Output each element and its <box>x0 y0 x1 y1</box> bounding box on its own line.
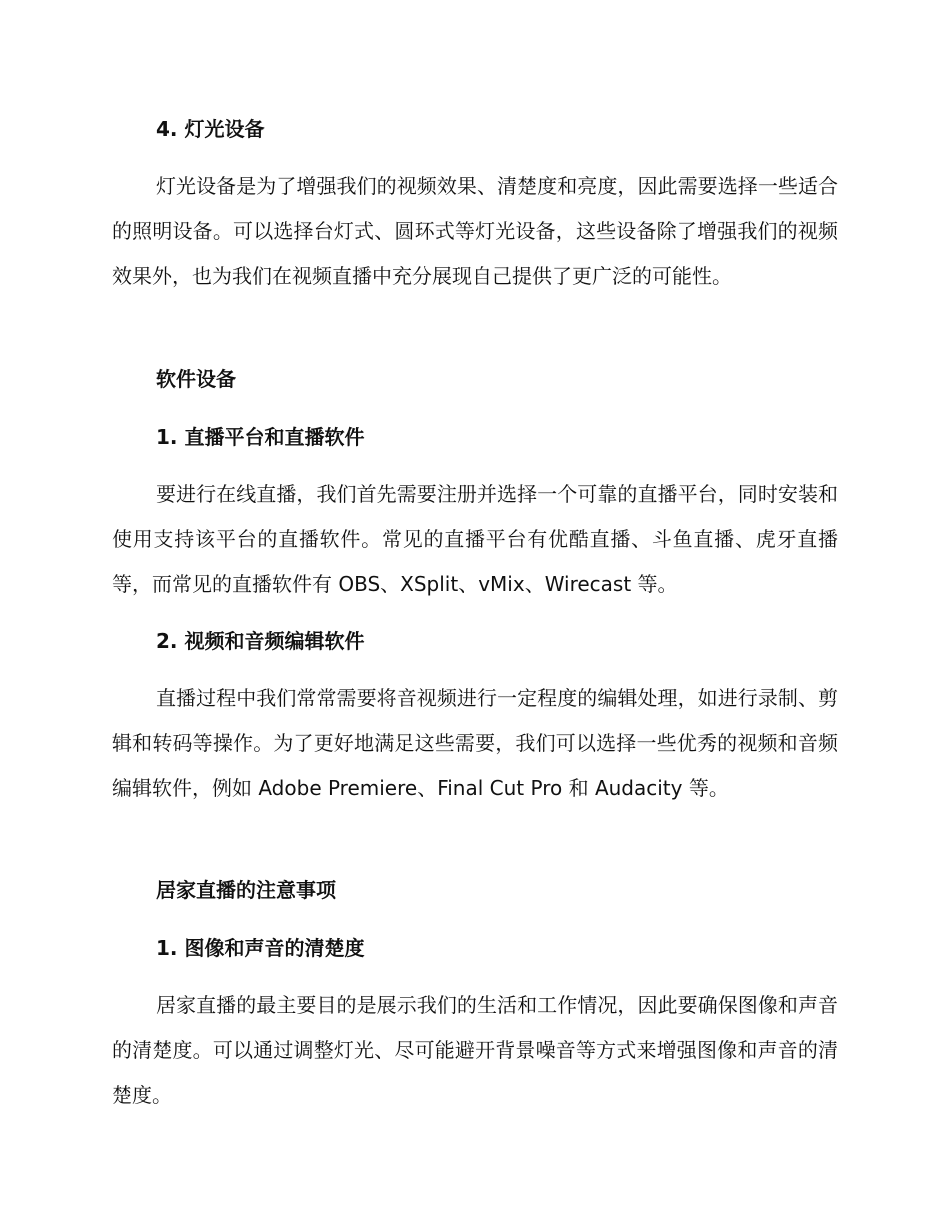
paragraph-streaming-platform-software: 要进行在线直播，我们首先需要注册并选择一个可靠的直播平台，同时安装和使用支持该平台的直播软件。常见的直播平台有优酷直播、斗鱼直播、虎牙直播等，而常见的直播软件有 OBS、XSplit、vMix、Wirecast 等。 <box>112 482 838 596</box>
heading-home-streaming-notes: 居家直播的注意事项 <box>156 878 336 902</box>
heading-lighting-equipment: 4. 灯光设备 <box>156 117 265 141</box>
paragraph-lighting-equipment: 灯光设备是为了增强我们的视频效果、清楚度和亮度，因此需要选择一些适合的照明设备。可以选择台灯式、圆环式等灯光设备，这些设备除了增强我们的视频效果外，也为我们在视频直播中充分展现自己提供了更广泛的可能性。 <box>112 174 838 288</box>
heading-image-sound-clarity: 1. 图像和声音的清楚度 <box>156 936 365 960</box>
heading-video-audio-editing: 2. 视频和音频编辑软件 <box>156 629 365 653</box>
paragraph-video-audio-editing: 直播过程中我们常常需要将音视频进行一定程度的编辑处理，如进行录制、剪辑和转码等操作。为了更好地满足这些需要，我们可以选择一些优秀的视频和音频编辑软件，例如 Adobe Premiere、Final Cut Pro 和 Audacity 等。 <box>112 686 838 800</box>
paragraph-image-sound-clarity: 居家直播的最主要目的是展示我们的生活和工作情况，因此要确保图像和声音的清楚度。可以通过调整灯光、尽可能避开背景噪音等方式来增强图像和声音的清楚度。 <box>112 993 838 1107</box>
heading-streaming-platform-software: 1. 直播平台和直播软件 <box>156 425 365 449</box>
heading-software-equipment: 软件设备 <box>156 367 236 391</box>
